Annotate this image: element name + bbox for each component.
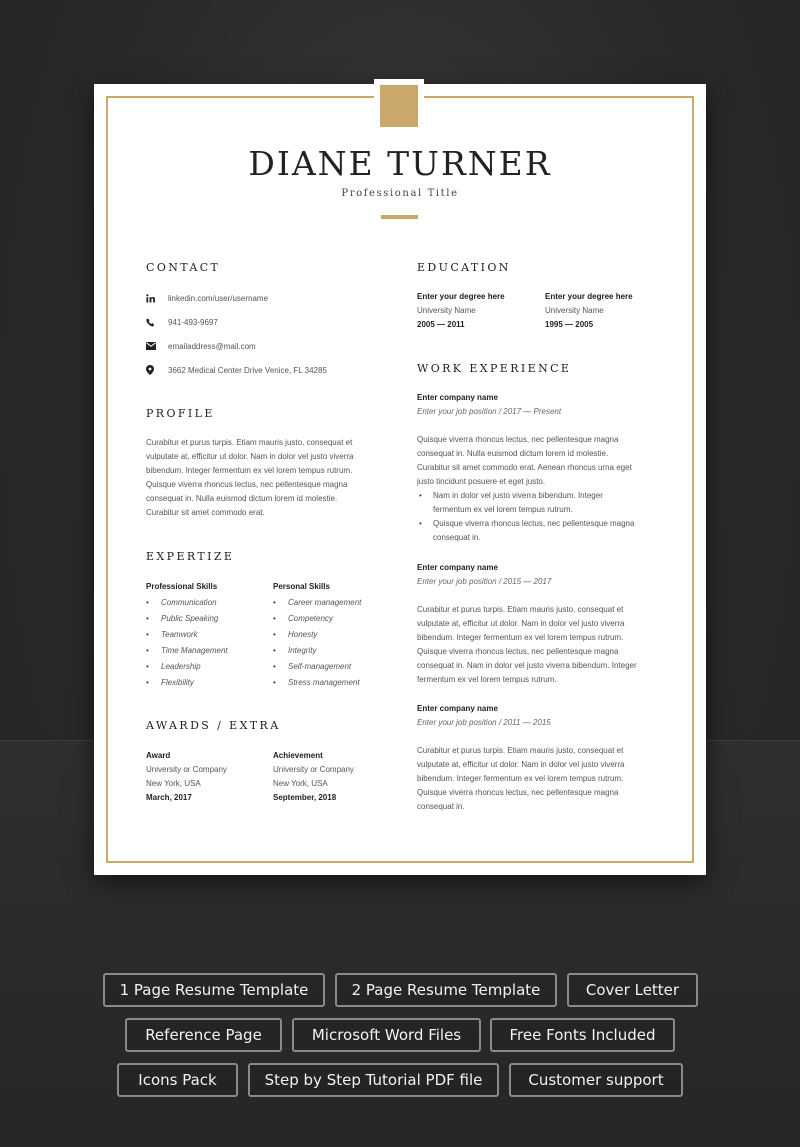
job-line: bibendum. Integer fermentum ex vel lorem tempus rutrum. <box>417 774 624 783</box>
feature-free-fonts[interactable]: Free Fonts Included <box>490 1018 675 1052</box>
skill-item: • Leadership <box>146 659 201 675</box>
job-line: Curabitur et purus turpis. Etiam mauris justo, consequat et <box>417 746 624 755</box>
award-title: Award <box>146 751 171 760</box>
profile-line: Curabitur sit amet commodo erat. <box>146 508 265 517</box>
feature-2-page-resume[interactable]: 2 Page Resume Template <box>335 973 557 1007</box>
job-line: justo tincidunt posuere et eget justo. <box>417 477 546 486</box>
professional-title: Professional Title <box>341 188 459 199</box>
contact-phone <box>146 315 218 329</box>
award-date: March, 2017 <box>146 793 192 802</box>
profile-line: Curabitur et purus turpis. Etiam mauris justo, consequat et <box>146 438 353 447</box>
award-entry <box>273 749 354 805</box>
job-line: consequat in. Nam in dolor vel justo viverra bibendum. Integer <box>417 661 637 670</box>
feature-reference-page[interactable]: Reference Page <box>125 1018 282 1052</box>
job-bullet <box>418 517 634 545</box>
skill-item: • Career management <box>273 595 361 611</box>
profile-text <box>146 436 354 520</box>
job-line: consequat in. Nulla euismod dictum lorem id molestie. <box>417 449 609 458</box>
skill-item: • Teamwork <box>146 627 198 643</box>
phone-icon <box>146 318 168 327</box>
profile-heading: PROFILE <box>146 407 215 420</box>
job-line: Quisque viverra rhoncus lectus, nec pellentesque magna <box>417 647 619 656</box>
contact-linkedin-text: linkedin.com/user/username <box>168 293 269 303</box>
job-line: bibendum. Integer fermentum ex vel lorem tempus rutrum. <box>417 633 624 642</box>
job-bullet <box>418 489 603 517</box>
skill-item: • Self-management <box>273 659 351 675</box>
skill-item: • Time Management <box>146 643 228 659</box>
awards-heading: AWARDS / EXTRA <box>146 719 281 732</box>
job-line: vulputate at, efficitur ut dolor. Nam in dolor vel justo viverra <box>417 619 625 628</box>
skill-item: • Stress management <box>273 675 360 691</box>
feature-1-page-resume[interactable]: 1 Page Resume Template <box>103 973 325 1007</box>
profile-line: vulputate at, efficitur ut dolor. Nam in dolor vel justo viverra <box>146 452 354 461</box>
job-line: vulputate at, efficitur ut dolor. Nam in dolor vel justo viverra <box>417 760 625 769</box>
job-line: Quisque viverra rhoncus lectus, nec pellentesque magna <box>417 435 619 444</box>
personal-skills-title: Personal Skills <box>273 582 330 591</box>
feature-tutorial-pdf[interactable]: Step by Step Tutorial PDF file <box>248 1063 499 1097</box>
job-line: fermentum ex vel lorem tempus rutrum. <box>417 675 557 684</box>
award-org: University or Company <box>273 765 354 774</box>
school: University Name <box>417 306 476 315</box>
profile-line: bibendum. Integer fermentum ex vel lorem tempus rutrum. <box>146 466 353 475</box>
skill-item: • Honesty <box>273 627 317 643</box>
award-place: New York, USA <box>146 779 201 788</box>
profile-line: consequat in. Nulla euismod dictum lorem id molestie. <box>146 494 338 503</box>
award-entry <box>146 749 227 805</box>
contact-email <box>146 339 256 353</box>
feature-cover-letter[interactable]: Cover Letter <box>567 973 698 1007</box>
feature-customer-support[interactable]: Customer support <box>509 1063 683 1097</box>
job-line: Curabitur sit amet commodo erat. Aenean rhoncus urna eget <box>417 463 632 472</box>
feature-icons-pack[interactable]: Icons Pack <box>117 1063 238 1097</box>
skill-item: • Flexibility <box>146 675 194 691</box>
degree: Enter your degree here <box>545 292 633 301</box>
job-line: Quisque viverra rhoncus lectus, nec pellentesque magna <box>417 788 619 797</box>
job-bullet-line: • Nam in dolor vel justo viverra bibendum. Integer <box>433 491 603 500</box>
company-name: Enter company name <box>417 704 498 713</box>
job-description <box>417 433 632 489</box>
award-org: University or Company <box>146 765 227 774</box>
candidate-name: DIANE TURNER <box>248 144 552 183</box>
job-bullet-line: consequat in. <box>433 533 481 542</box>
job-line: Curabitur et purus turpis. Etiam mauris justo, consequat et <box>417 605 624 614</box>
title-divider <box>381 215 418 219</box>
gold-tab-ornament <box>380 85 418 127</box>
job-description <box>417 603 637 687</box>
job-bullet-line: • Quisque viverra rhoncus lectus, nec pellentesque magna <box>433 519 635 528</box>
skill-item: • Communication <box>146 595 217 611</box>
award-place: New York, USA <box>273 779 328 788</box>
location-pin-icon <box>146 365 168 375</box>
contact-email-text: emailaddress@mail.com <box>168 341 256 351</box>
job-bullet-line: fermentum ex vel lorem tempus rutrum. <box>433 505 573 514</box>
school: University Name <box>545 306 604 315</box>
award-title: Achievement <box>273 751 323 760</box>
education-heading: EDUCATION <box>417 261 511 274</box>
expertize-heading: EXPERTIZE <box>146 550 235 563</box>
skill-item: • Competency <box>273 611 333 627</box>
professional-skills-title: Professional Skills <box>146 582 218 591</box>
contact-phone-text: 941-493-9697 <box>168 317 218 327</box>
education-entry <box>545 290 633 332</box>
job-description <box>417 744 625 814</box>
contact-heading: CONTACT <box>146 261 221 274</box>
linkedin-icon <box>146 294 168 303</box>
mail-icon <box>146 342 168 350</box>
years: 1995 — 2005 <box>545 320 594 329</box>
company-name: Enter company name <box>417 563 498 572</box>
job-position: Enter your job position / 2015 — 2017 <box>417 577 552 586</box>
contact-address-text: 3662 Medical Center Drive Venice, FL 34285 <box>168 365 327 375</box>
job-line: consequat in. <box>417 802 465 811</box>
education-entry <box>417 290 505 332</box>
years: 2005 — 2011 <box>417 320 465 329</box>
contact-linkedin <box>146 291 268 305</box>
job-position: Enter your job position / 2017 — Present <box>417 407 562 416</box>
job-position: Enter your job position / 2011 — 2015 <box>417 718 551 727</box>
contact-address <box>146 363 327 377</box>
resume-page <box>94 84 706 875</box>
degree: Enter your degree here <box>417 292 505 301</box>
skill-item: • Public Speaking <box>146 611 218 627</box>
company-name: Enter company name <box>417 393 498 402</box>
profile-line: Quisque viverra rhoncus lectus, nec pellentesque magna <box>146 480 348 489</box>
feature-word-files[interactable]: Microsoft Word Files <box>292 1018 481 1052</box>
skill-item: • Integrity <box>273 643 316 659</box>
work-heading: WORK EXPERIENCE <box>417 362 572 375</box>
award-date: September, 2018 <box>273 793 337 802</box>
